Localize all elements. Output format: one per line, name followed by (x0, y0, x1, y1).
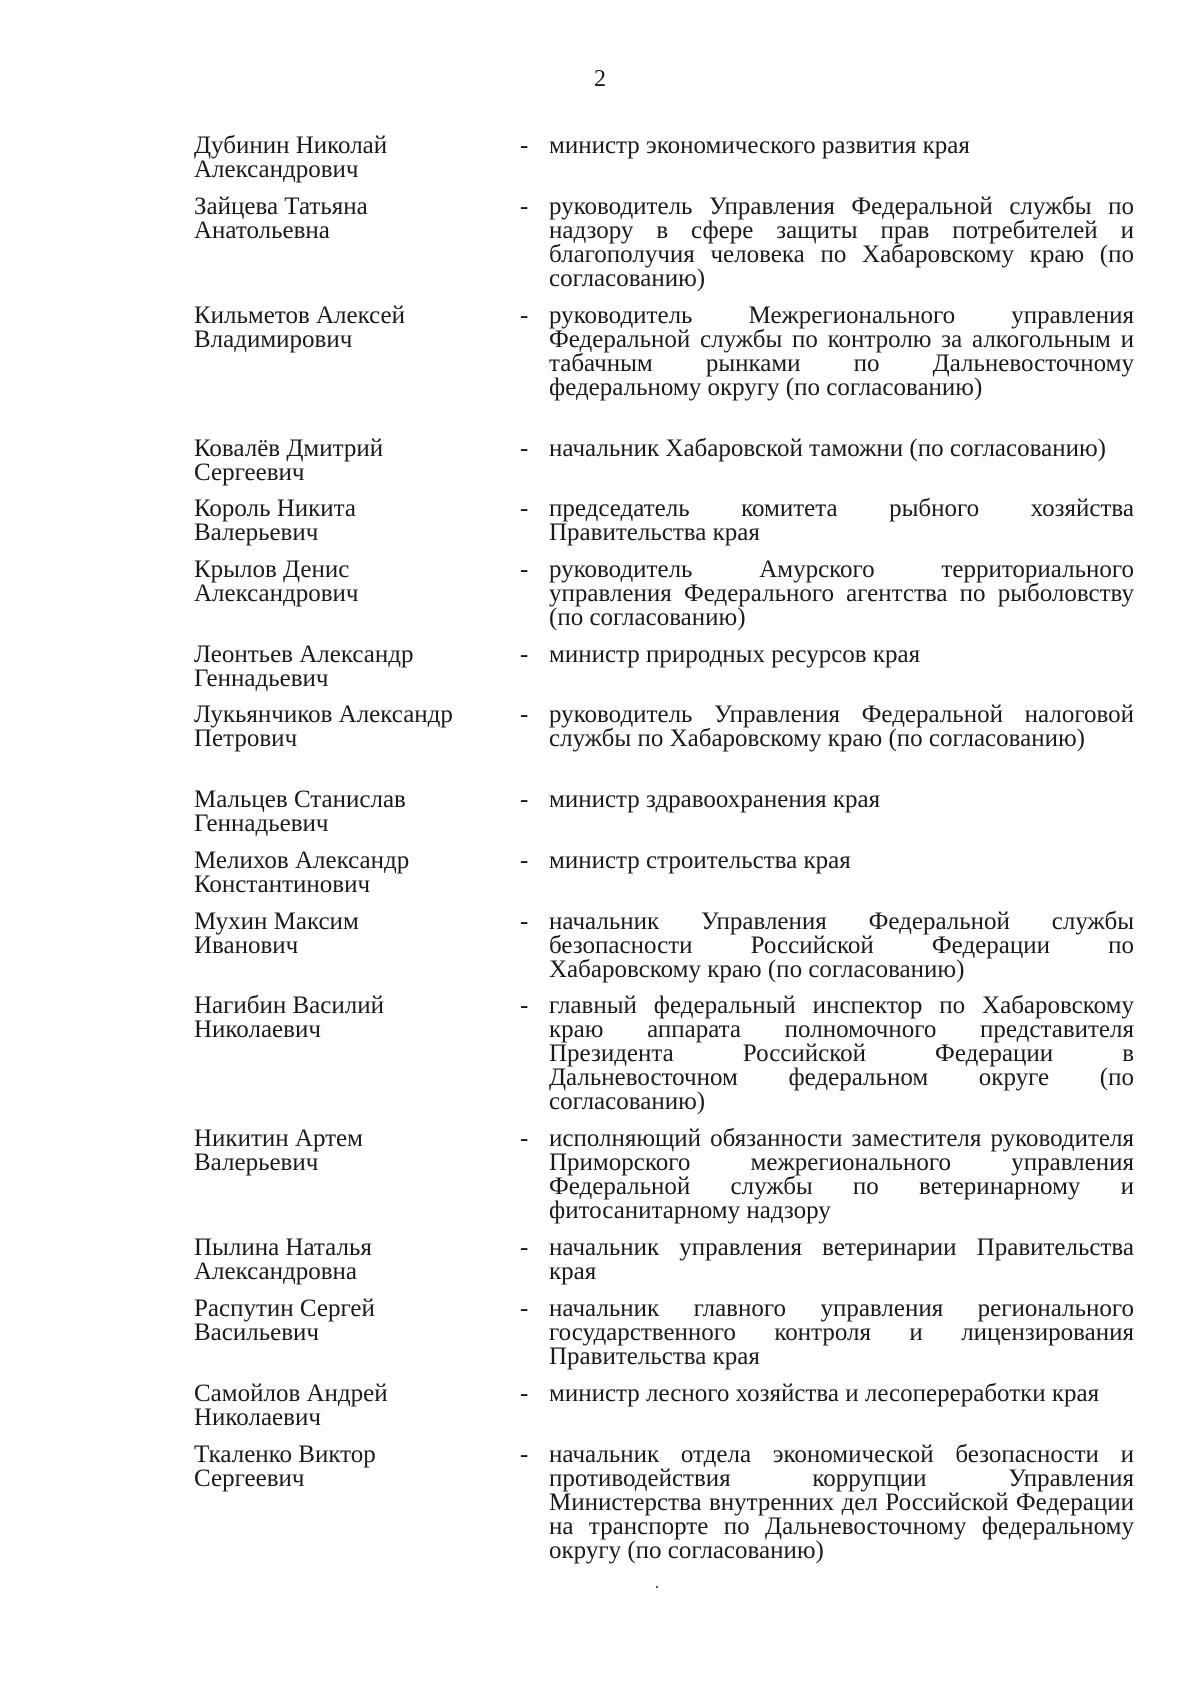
member-name: Дубинин Николай Александрович (194, 132, 388, 183)
member-name: Мухин Максим Иванович (194, 908, 359, 959)
member-role: исполняющий обязанности заместителя руководителя Приморского межрегионального управления Федеральной службы по ветеринарному и фитосанитарному надзору (549, 1125, 1134, 1224)
dash-separator: - (520, 1380, 529, 1407)
member-name: Мелихов Александр Константинович (194, 847, 410, 898)
dash-separator: - (520, 847, 529, 874)
dash-separator: - (520, 193, 529, 220)
member-name: Никитин Артем Валерьевич (194, 1125, 363, 1176)
member-name: Пылина Наталья Александровна (194, 1234, 372, 1285)
dash-separator: - (520, 641, 529, 668)
member-role: руководитель Управления Федеральной службы по надзору в сфере защиты прав потребителей и благополучия человека по Хабаровскому краю (по согласованию) (549, 193, 1134, 292)
member-role: начальник отдела экономической безопасности и противодействия коррупции Управления Министерства внутренних дел Российской Федерации на транспорте по Дальневосточному федеральному округу (по согласованию) (549, 1441, 1134, 1564)
member-name: Кильметов Алексей Владимирович (194, 302, 406, 353)
member-role: начальник Хабаровской таможни (по согласованию) (549, 435, 1106, 462)
member-name: Леонтьев Александр Геннадьевич (194, 641, 414, 692)
dash-separator: - (520, 1234, 529, 1261)
member-name: Нагибин Василий Николаевич (194, 992, 384, 1043)
dash-separator: - (520, 1295, 529, 1322)
page-number: 2 (594, 66, 606, 92)
member-name: Зайцева Татьяна Анатольевна (194, 193, 368, 244)
member-name: Распутин Сергей Васильевич (194, 1295, 375, 1346)
dash-separator: - (520, 556, 529, 583)
dash-separator: - (520, 908, 529, 935)
member-role: министр лесного хозяйства и лесопереработки края (549, 1380, 1100, 1407)
dash-separator: - (520, 1125, 529, 1152)
dash-separator: - (520, 1441, 529, 1468)
member-role: председатель комитета рыбного хозяйства Правительства края (549, 495, 1134, 546)
member-name: Ковалёв Дмитрий Сергеевич (194, 435, 384, 486)
member-name: Крылов Денис Александрович (194, 556, 359, 607)
member-role: главный федеральный инспектор по Хабаровскому краю аппарата полномочного представителя Президента Российской Федерации в Дальневосточном федеральном округе (по согласованию) (549, 992, 1134, 1115)
dash-separator: - (520, 302, 529, 329)
dash-separator: - (520, 435, 529, 462)
member-role: начальник главного управления регионального государственного контроля и лицензирования Правительства края (549, 1295, 1134, 1370)
member-role: министр строительства края (549, 847, 851, 874)
member-name: Ткаленко Виктор Сергеевич (194, 1441, 376, 1492)
member-name: Самойлов Андрей Николаевич (194, 1380, 388, 1431)
dash-separator: - (520, 992, 529, 1019)
member-name: Король Никита Валерьевич (194, 495, 357, 546)
member-role: начальник управления ветеринарии Правительства края (549, 1234, 1134, 1285)
member-role: министр экономического развития края (549, 132, 970, 159)
member-role: начальник Управления Федеральной службы безопасности Российской Федерации по Хабаровскому краю (по согласованию) (549, 908, 1134, 983)
member-role: министр здравоохранения края (549, 786, 881, 813)
member-name: Мальцев Станислав Геннадьевич (194, 786, 406, 837)
member-role: министр природных ресурсов края (549, 641, 921, 668)
member-role: руководитель Межрегионального управления Федеральной службы по контролю за алкогольным и табачным рынками по Дальневосточному федеральному округу (по согласованию) (549, 302, 1134, 401)
member-name: Лукьянчиков Александр Петрович (194, 701, 453, 752)
dash-separator: - (520, 786, 529, 813)
dash-separator: - (520, 701, 529, 728)
member-role: руководитель Амурского территориального управления Федерального агентства по рыболовству (по согласованию) (549, 556, 1134, 631)
dash-separator: - (520, 132, 529, 159)
dash-separator: - (520, 495, 529, 522)
scan-artifact-dot (656, 1586, 658, 1588)
member-role: руководитель Управления Федеральной налоговой службы по Хабаровскому краю (по согласованию) (549, 701, 1134, 752)
